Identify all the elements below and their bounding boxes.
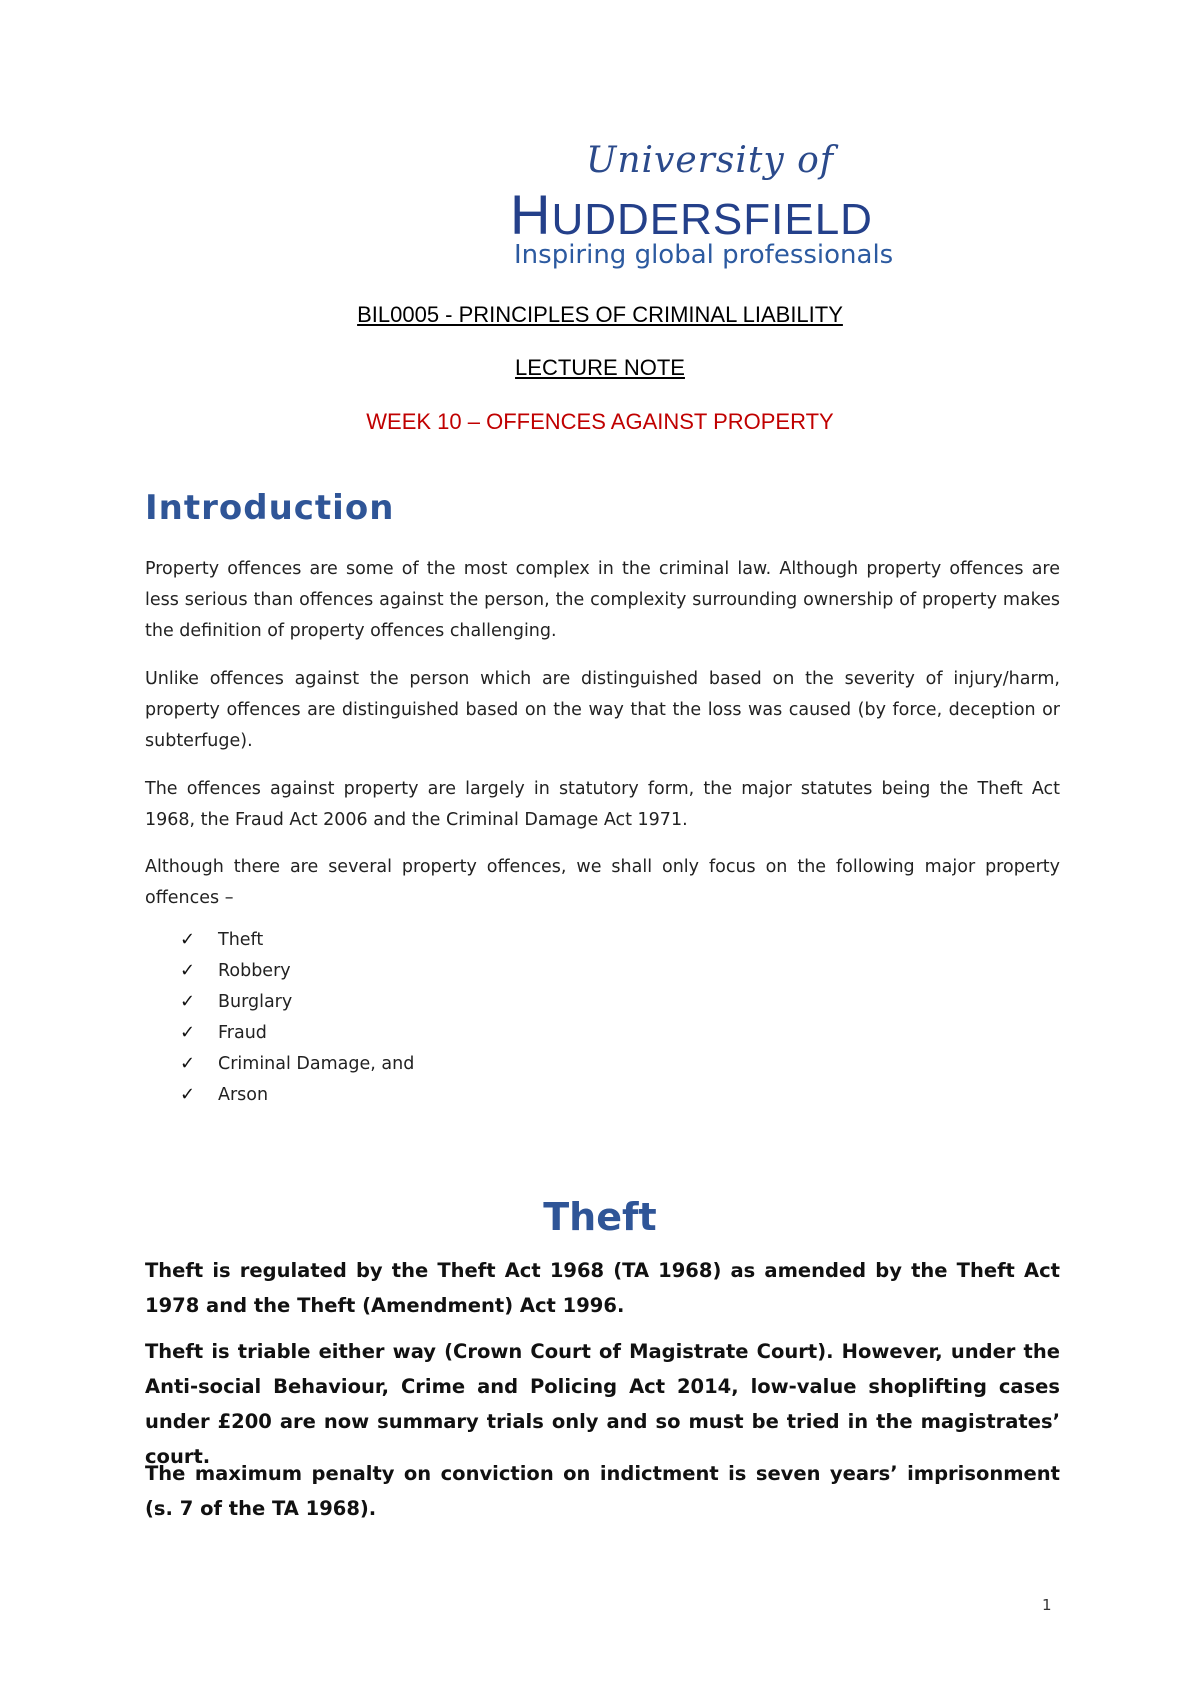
offence-label: Criminal Damage, and bbox=[218, 1053, 415, 1074]
logo-huddersfield-cap: H bbox=[510, 183, 552, 246]
introduction-heading: Introduction bbox=[145, 488, 395, 528]
offence-label: Theft bbox=[218, 929, 264, 950]
logo-tagline: Inspiring global professionals bbox=[514, 240, 894, 270]
theft-paragraph: Theft is regulated by the Theft Act 1968 (TA 1968) as amended by the Theft Act 1978 and the Theft (Amendment) Act 1996. bbox=[145, 1259, 1060, 1317]
intro-paragraph: Property offences are some of the most complex in the criminal law. Although property offences are less serious than offences against the person, the complexity surrounding ownership of property makes the definition of property offences challenging. bbox=[145, 559, 1060, 641]
list-item bbox=[180, 924, 414, 955]
week-title: WEEK 10 – OFFENCES AGAINST PROPERTY bbox=[366, 409, 834, 434]
logo-huddersfield bbox=[510, 182, 873, 247]
course-title: BIL0005 - PRINCIPLES OF CRIMINAL LIABILITY bbox=[357, 302, 843, 327]
checkmark-icon: ✓ bbox=[180, 960, 196, 981]
intro-paragraph: Although there are several property offences, we shall only focus on the following major property offences – bbox=[145, 857, 1060, 908]
checkmark-icon: ✓ bbox=[180, 929, 196, 950]
theft-paragraph: The maximum penalty on conviction on indictment is seven years’ imprisonment (s. 7 of the TA 1968). bbox=[145, 1462, 1060, 1520]
checkmark-icon: ✓ bbox=[180, 1053, 196, 1074]
list-item bbox=[180, 1017, 414, 1048]
list-item bbox=[180, 1079, 414, 1110]
offences-checklist bbox=[180, 924, 414, 1110]
intro-paragraph: The offences against property are largely in statutory form, the major statutes being the Theft Act 1968, the Fraud Act 2006 and the Criminal Damage Act 1971. bbox=[145, 779, 1060, 830]
theft-heading: Theft bbox=[543, 1195, 657, 1239]
page-number: 1 bbox=[1042, 1596, 1052, 1614]
offence-label: Arson bbox=[218, 1084, 269, 1105]
offence-label: Burglary bbox=[218, 991, 293, 1012]
theft-paragraph: Theft is triable either way (Crown Court of Magistrate Court). However, under the Anti-social Behaviour, Crime and Policing Act 2014, low-value shoplifting cases under £200 are now summary trials only and so must be tried in the magistrates’ court. bbox=[145, 1340, 1060, 1468]
offence-label: Fraud bbox=[218, 1022, 267, 1043]
intro-paragraph: Unlike offences against the person which are distinguished based on the severity of injury/harm, property offences are distinguished based on the way that the loss was caused (by force, deception or subterfuge). bbox=[145, 669, 1060, 751]
checkmark-icon: ✓ bbox=[180, 991, 196, 1012]
checkmark-icon: ✓ bbox=[180, 1084, 196, 1105]
list-item bbox=[180, 955, 414, 986]
logo-university-of: University of bbox=[586, 140, 835, 181]
checkmark-icon: ✓ bbox=[180, 1022, 196, 1043]
list-item bbox=[180, 1048, 414, 1079]
offence-label: Robbery bbox=[218, 960, 291, 981]
list-item bbox=[180, 986, 414, 1017]
document-type: LECTURE NOTE bbox=[515, 355, 685, 380]
logo-huddersfield-rest: UDDERSFIELD bbox=[551, 195, 873, 244]
